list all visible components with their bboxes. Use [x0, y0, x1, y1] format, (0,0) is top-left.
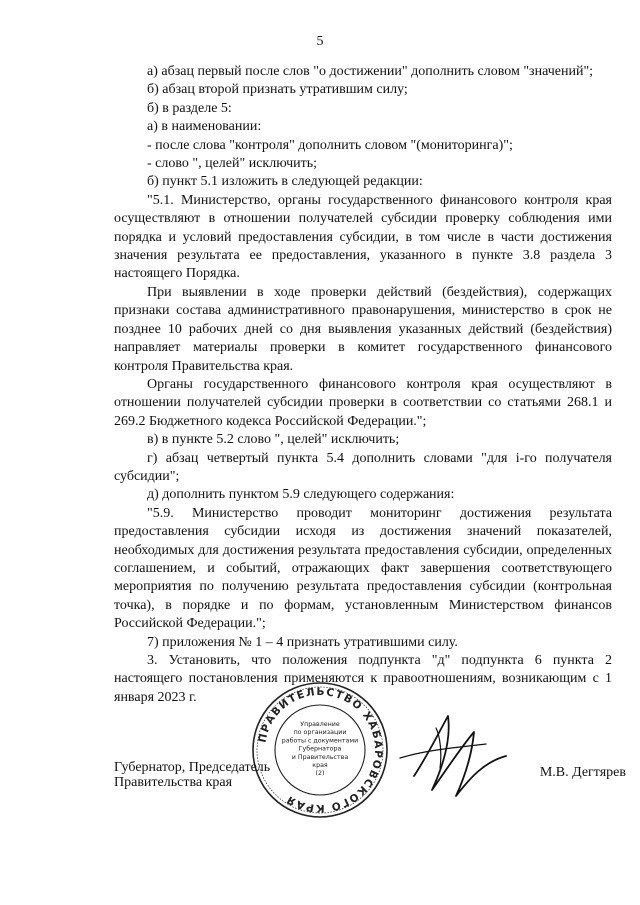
- paragraph: а) в наименовании:: [147, 119, 262, 135]
- paragraph: г) абзац четвертый пункта 5.4 дополнить словами "для i-го получателя субсидии";: [114, 450, 612, 484]
- paragraph: б) пункт 5.1 изложить в следующей редакции:: [147, 174, 423, 190]
- paragraph: 3. Установить, что положения подпункта "д" подпункта 6 пункта 2 настоящего постановления применяются к правоотношениям, возникающим с 1 января 2023 г.: [114, 653, 612, 705]
- document-body: [114, 63, 612, 707]
- paragraph: "5.9. Министерство проводит мониторинг достижения результата предоставления субсидии исходя из достижения значений показателей, необходимых для достижения результата предоставления субсидии, определенных соглашением, и событий, отражающих факт завершения соответствующего мероприятия по получению результата предоставления субсидии (контрольная точка), в порядке и по формам, установленным Министерством финансов Российской Федерации.";: [114, 505, 612, 632]
- page-number: 5: [316, 34, 324, 49]
- signatory-title: Губернатор, Председатель: [114, 760, 271, 775]
- svg-text:Управлениепо организацииработы: Управление по организации работы с документами Губернатора и Правительства края (2): [281, 721, 359, 778]
- signature-block: [114, 680, 624, 830]
- paragraph: б) абзац второй признать утратившим силу;: [147, 82, 408, 98]
- official-stamp: [250, 680, 390, 820]
- paragraph: б) в разделе 5:: [147, 100, 232, 116]
- paragraph: а) абзац первый после слов "о достижении" дополнить словом "значений";: [147, 64, 594, 79]
- paragraph: 7) приложения № 1 – 4 признать утратившими силу.: [147, 634, 458, 650]
- paragraph: д) дополнить пунктом 5.9 следующего содержания:: [147, 487, 455, 503]
- signatory-name: М.В. Дегтярев: [539, 765, 626, 780]
- svg-text:ПРАВИТЕЛЬСТВО ХАБАРОВСКОГО КРА: ПРАВИТЕЛЬСТВО ХАБАРОВСКОГО КРАЯ: [256, 685, 385, 815]
- paragraph: - после слова "контроля" дополнить словом "(мониторинга)";: [147, 137, 513, 153]
- paragraph: Органы государственного финансового контроля края осуществляют в отношении получателей субсидии проверки в соответствии со статьями 268.1 и 269.2 Бюджетного кодекса Российской Федерации.";: [114, 376, 612, 429]
- signatory-title-continued: Правительства края: [114, 775, 233, 790]
- paragraph: При выявлении в ходе проверки действий (бездействия), содержащих признаки состава административного правонарушения, министерство в срок не позднее 10 рабочих дней со дня выявления указанных действий (бездействия) направляет материалы проверки в комитет государственного финансового контроля Правительства края.: [114, 284, 612, 374]
- paragraph: "5.1. Министерство, органы государственного финансового контроля края осуществляют в отношении получателей субсидии проверку соблюдения ими порядка и условий предоставления субсидии, в том числе в части достижения значения результата ее предоставления, указанного в пункте 3.8 раздела 3 настоящего Порядка.: [114, 192, 612, 282]
- paragraph: - слово ", целей" исключить;: [147, 156, 318, 172]
- handwritten-signature: [396, 698, 516, 808]
- paragraph: в) в пункте 5.2 слово ", целей" исключить;: [147, 432, 400, 448]
